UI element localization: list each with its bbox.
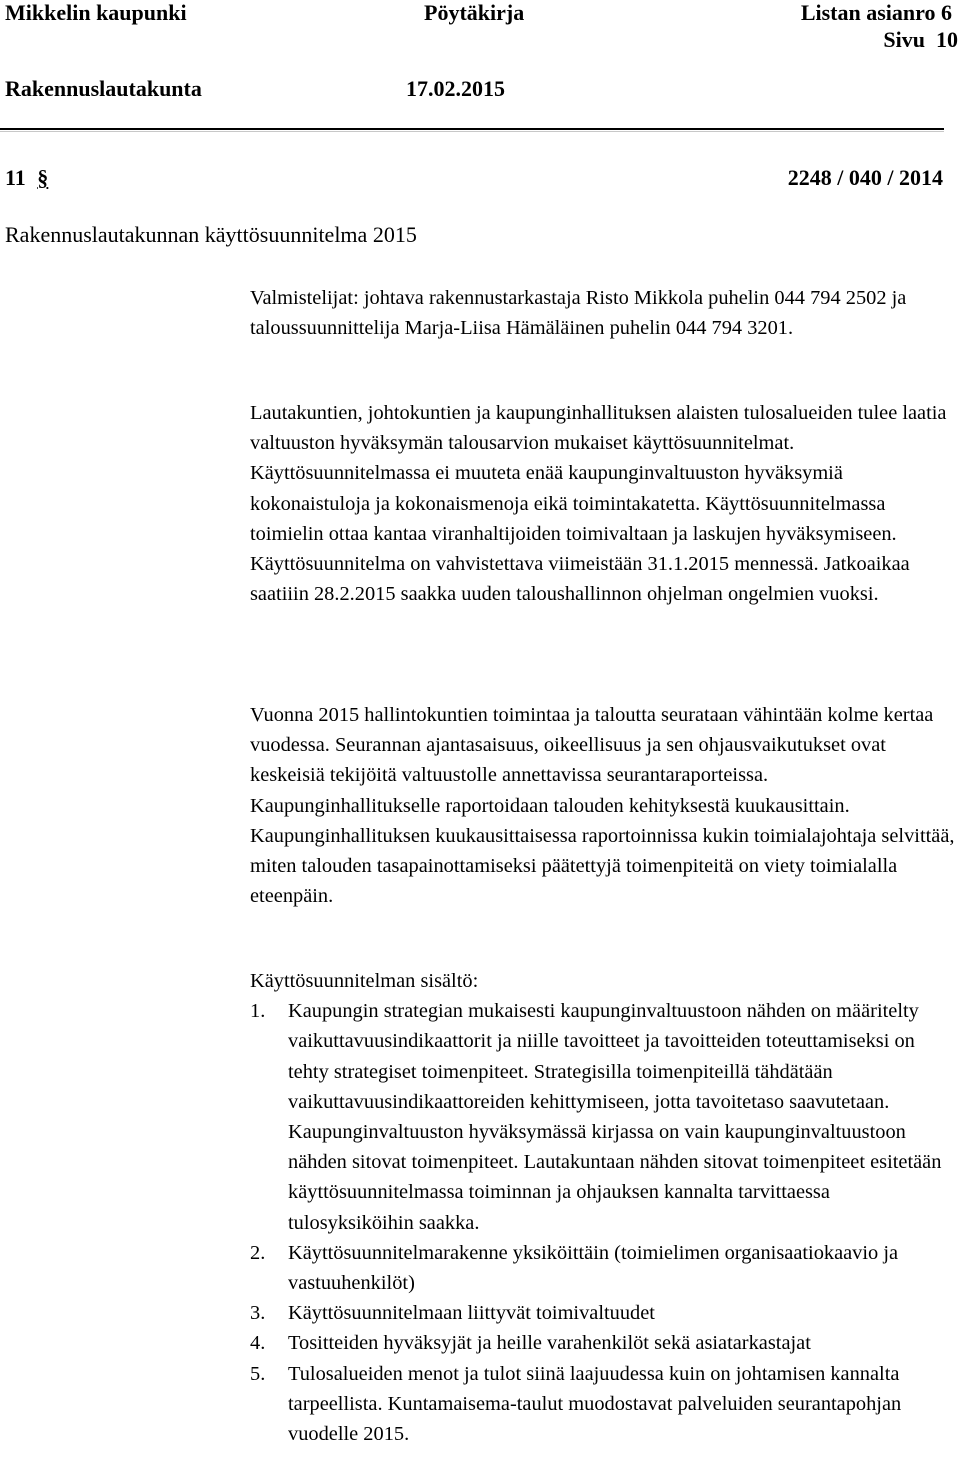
list-number: 5. (250, 1362, 266, 1385)
contents-list-item (250, 1238, 956, 1298)
preparers-paragraph (250, 283, 956, 343)
header-item-number: Listan asianro 6 (800, 0, 952, 25)
case-id: 2248 / 040 / 2014 (787, 165, 943, 190)
list-text: Kaupungin strategian mukaisesti kaupunginvaltuustoon nähden on määritelty vaikuttavuusindikaattorit ja niille tavoitteet ja tavoitteiden toteuttamiseksi on tehty strategiset toimenpiteet. Strategisilla toimenpiteillä tähdätään vaikuttavuusindikaattoreiden kehittymiseen, jotta tavoitetaso saavutetaan. Kaupunginvaltuuston hyväksymässä kirjassa on vain kaupunginvaltuustoon nähden sitovat toimenpiteet. Lautakuntaan nähden sitovat toimenpiteet esitetään käyttösuunnitelmassa toiminnan ja ohjauksen kannalta tarvittaessa tulosyksiköihin saakka. (288, 1000, 942, 1234)
contents-heading: Käyttösuunnitelman sisältö: (250, 970, 479, 992)
section-number: 11 (5, 165, 26, 190)
header-divider (0, 128, 944, 130)
list-text: Tositteiden hyväksyjät ja heille varahenkilöt sekä asiatarkastajat (288, 1332, 811, 1355)
paragraph-1-text: Lautakuntien, johtokuntien ja kaupunginhallituksen alaisten tulosalueiden tulee laatia valtuuston hyväksymän talousarvion mukaiset käyttösuunnitelmat. Käyttösuunnitelmassa ei muuteta enää kaupunginvaltuuston hyväksymiä kokonaistuloja ja kokonaismenoja eikä toimintakatetta. Käyttösuunnitelmassa toimielin ottaa kantaa viranhaltijoiden toimivaltaan ja laskujen hyväksymiseen. Käyttösuunnitelma on vahvistettava viimeistään 31.1.2015 mennessä. Jatkoaikaa saatiiin 28.2.2015 saakka uuden taloushallinnon ohjelman ongelmien vuoksi. (250, 402, 947, 606)
list-text: Käyttösuunnitelmarakenne yksiköittäin (toimielimen organisaatiokaavio ja vastuuhenkilöt) (288, 1241, 899, 1295)
contents-list-item (250, 996, 956, 1238)
section-title: Rakennuslautakunnan käyttösuunnitelma 2015 (5, 222, 417, 247)
section-heading (5, 165, 48, 191)
paragraph-2 (250, 700, 956, 911)
header-doc-type: Pöytäkirja (424, 0, 525, 25)
list-number: 3. (250, 1302, 266, 1325)
contents-list-item (250, 1328, 956, 1358)
paragraph-1 (250, 398, 956, 609)
contents-list-item (250, 1298, 956, 1328)
preparers-text: Valmistelijat: johtava rakennustarkastaja Risto Mikkola puhelin 044 794 2502 ja taloussuunnittelija Marja-Liisa Hämäläinen puhelin 044 794 3201. (250, 287, 907, 340)
contents-list-item (250, 1359, 956, 1450)
list-text: Tulosalueiden menot ja tulot siinä laajuudessa kuin on johtamisen kannalta tarpeellista. Kuntamaisema-taulut muodostavat palveluiden seurantapohjan vuodelle 2015. (288, 1362, 902, 1446)
list-number: 4. (250, 1332, 266, 1355)
header-board: Rakennuslautakunta (5, 76, 202, 101)
list-text: Käyttösuunnitelmaan liittyvät toimivaltuudet (288, 1302, 655, 1325)
list-number: 2. (250, 1241, 266, 1264)
contents-section (250, 966, 956, 1449)
header-city: Mikkelin kaupunki (5, 0, 187, 25)
paragraph-2-text: Vuonna 2015 hallintokuntien toimintaa ja taloutta seurataan vähintään kolme kertaa vuodessa. Seurannan ajantasaisuus, oikeellisuus ja sen ohjausvaikutukset ovat keskeisiä tekijöitä valtuustolle annettavissa seurantaraporteissa. Kaupunginhallitukselle raportoidaan talouden kehityksestä kuukausittain. Kaupunginhallituksen kuukausittaisessa raportoinnissa kukin toimialajohtaja selvittää, miten talouden tasapainottamiseksi päätettyjä toimenpiteitä on viety toimialalla eteenpäin. (250, 704, 955, 908)
header-divider-shadow (0, 131, 944, 132)
header-page-number: Sivu 10 (883, 27, 958, 52)
header-date: 17.02.2015 (406, 76, 505, 101)
list-number: 1. (250, 1000, 266, 1023)
section-mark: § (37, 165, 49, 190)
